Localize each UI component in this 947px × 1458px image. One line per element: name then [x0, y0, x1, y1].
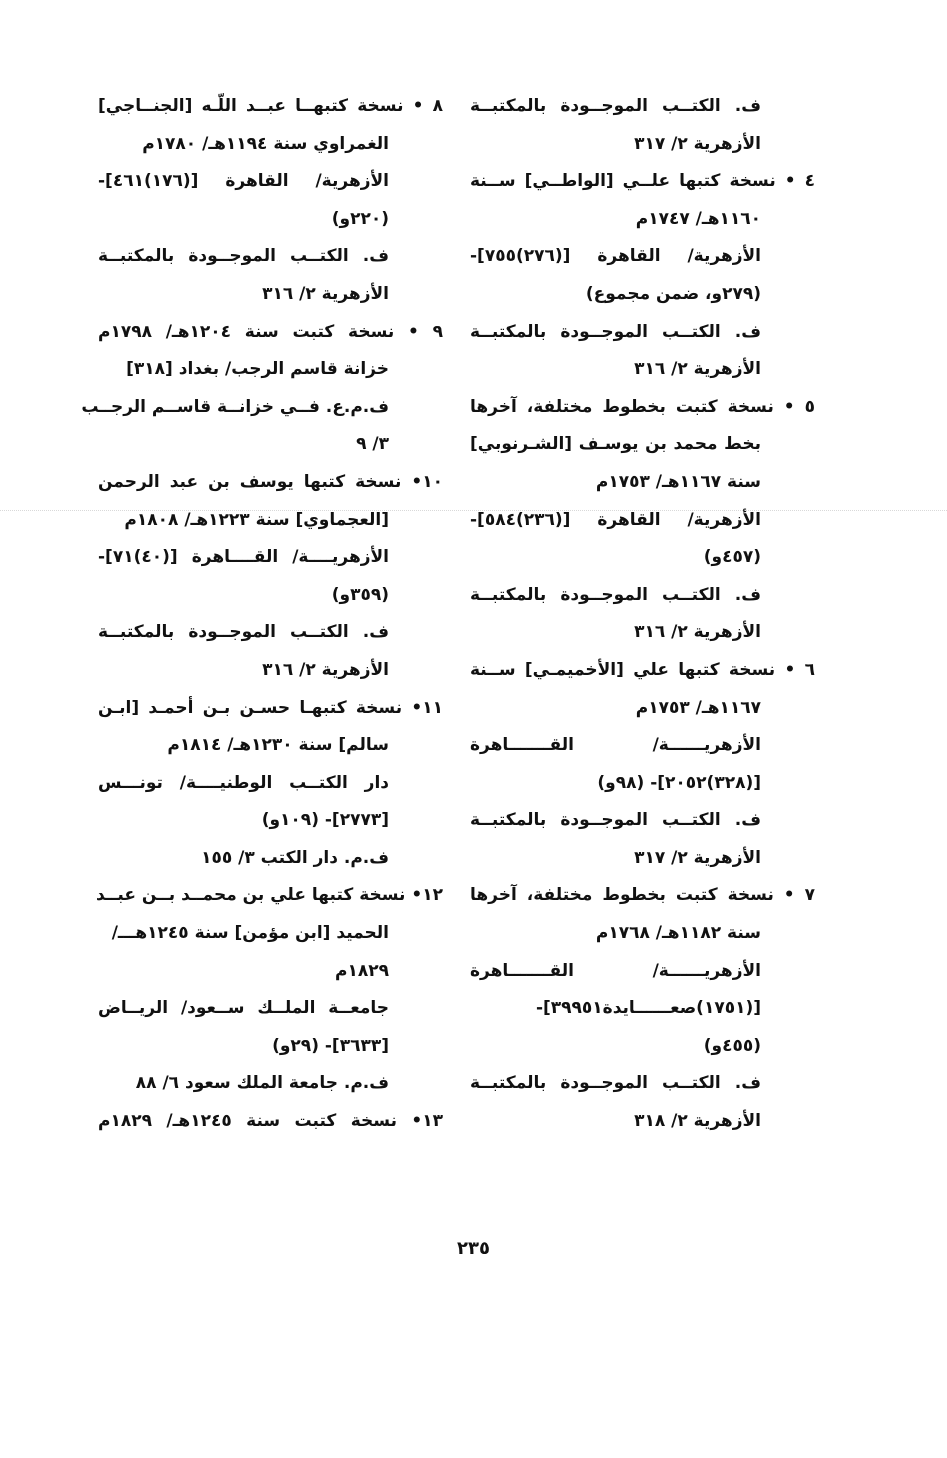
- entry-continuation-line: ف.م. جامعة الملك سعود ٦/ ٨٨: [135, 1073, 389, 1094]
- entry-continuation-line: الغمراوي سنة ١١٩٤هـ/ ١٧٨٠م: [142, 133, 389, 154]
- entry-continuation-line: الأزهرية/ القاهرة [(١٧٦)٤٦١]-: [98, 171, 389, 192]
- entry-continuation-line: ف. الكتــب الموجــودة بالمكتبــة: [470, 96, 761, 116]
- entry-continuation-line: [(١٧٥١)صعــــــايدة٣٩٩٥١]-: [535, 998, 761, 1019]
- entry-continuation-line: الأزهرية ٢/ ٣١٧: [634, 133, 761, 154]
- entry-continuation-line: ف. الكتــب الموجــودة بالمكتبــة: [470, 810, 761, 831]
- entry-continuation-line: الأزهريــــة/ القــــاهرة [(٤٠)٧١]-: [98, 547, 389, 568]
- entry-first-line: ١٢• نسخة كتبها علي بن محمــد بــن عبــد: [95, 885, 443, 906]
- entry-continuation-line: الأزهرية ٢/ ٣١٨: [634, 1111, 761, 1132]
- entry-continuation-line: ف. الكتــب الموجــودة بالمكتبــة: [470, 321, 761, 342]
- entry-continuation-line: ف. الكتــب الموجــودة بالمكتبــة: [470, 1073, 761, 1094]
- entry-continuation-line: (٢٧٩و، ضمن مجموع): [585, 283, 761, 304]
- right-column: [470, 88, 815, 1141]
- entry-continuation-line: ف. الكتــب الموجــودة بالمكتبــة: [470, 584, 761, 605]
- entry-first-line: ٧ • نسخة كتبت بخطوط مختلفة، آخرها: [470, 885, 815, 906]
- entry-continuation-line: الأزهريــــــة/ القـــــــاهرة: [470, 735, 761, 756]
- entry-continuation-line: (٤٥٧و): [703, 547, 761, 568]
- entry-continuation-line: [(٣٢٨)٢٠٥٢]- (٩٨و): [597, 772, 761, 793]
- entry-continuation-line: خزانة قاسم الرجب/ بغداد [٣١٨]: [126, 359, 389, 380]
- entry-continuation-line: سنة ١١٦٧هـ/ ١٧٥٣م: [595, 471, 761, 492]
- entry-continuation-line: الحميد [ابن مؤمن] سنة ١٢٤٥هـــ/: [111, 923, 389, 944]
- entry-continuation-line: ١١٦٧هـ/ ١٧٥٣م: [635, 697, 761, 718]
- entry-continuation-line: ف. الكتــب الموجــودة بالمكتبــة: [98, 246, 389, 267]
- entry-continuation-line: بخط محمد بن يوسـف [الشـرنوبي]: [470, 434, 761, 455]
- entry-continuation-line: سنة ١١٨٢هـ/ ١٧٦٨م: [595, 923, 761, 944]
- entry-first-line: ٩ • نسخة كتبت سنة ١٢٠٤هـ/ ١٧٩٨م: [98, 321, 443, 342]
- entry-continuation-line: ١١٦٠هـ/ ١٧٤٧م: [635, 208, 761, 229]
- entry-continuation-line: الأزهرية/ القاهرة [(٢٣٦)٥٨٤]-: [470, 509, 761, 530]
- entry-continuation-line: جامعــة الملــك ســعود/ الريــاض: [98, 998, 389, 1019]
- entry-continuation-line: (٤٥٥و): [703, 1035, 761, 1056]
- entry-continuation-line: الأزهريــــــة/ القـــــــاهرة: [470, 960, 761, 981]
- entry-continuation-line: سالم] سنة ١٢٣٠هـ/ ١٨١٤م: [167, 735, 389, 756]
- entry-first-line: ١٣• نسخة كتبت سنة ١٢٤٥هـ/ ١٨٢٩م: [98, 1111, 443, 1132]
- entry-continuation-line: (٣٥٩و): [331, 584, 389, 605]
- entry-continuation-line: ف.م.ع. فــي خزانــة قاســم الرجــب: [81, 396, 389, 417]
- entry-continuation-line: (٢٢٠و): [331, 208, 389, 229]
- entry-continuation-line: ١٨٢٩م: [335, 960, 389, 981]
- entry-continuation-line: [العجماوي] سنة ١٢٢٣هـ/ ١٨٠٨م: [124, 509, 389, 530]
- entry-continuation-line: الأزهرية ٢/ ٣١٦: [262, 283, 389, 304]
- entry-first-line: ٥ • نسخة كتبت بخطوط مختلفة، آخرها: [470, 396, 815, 417]
- entry-first-line: ٦ • نسخة كتبها علي [الأخميمـي] ســنة: [470, 659, 815, 680]
- entry-continuation-line: ف. الكتــب الموجــودة بالمكتبــة: [98, 622, 389, 643]
- entry-continuation-line: ٣/ ٩: [356, 434, 389, 455]
- entry-continuation-line: الأزهرية/ القاهرة [(٢٧٦)٧٥٥]-: [470, 246, 761, 267]
- entry-continuation-line: الأزهرية ٢/ ٣١٧: [634, 847, 761, 868]
- entry-first-line: ٨ • نسخة كتبهــا عبــد اللّـه [الجنــاجي]: [98, 96, 443, 116]
- entry-continuation-line: ف.م. دار الكتب ٣/ ١٥٥: [201, 847, 389, 868]
- entry-continuation-line: الأزهرية ٢/ ٣١٦: [262, 659, 389, 680]
- entry-continuation-line: [٣٦٣٣]- (٢٩و): [272, 1035, 389, 1056]
- entry-first-line: ١١• نسخة كتبهـا حسـن بـن أحمـد [ابـن: [98, 697, 443, 718]
- entry-continuation-line: [٢٧٧٣]- (١٠٩و): [261, 810, 389, 831]
- left-column: [81, 88, 443, 1141]
- entry-first-line: ٤ • نسخة كتبها علــي [الواطــي] ســنة: [470, 171, 815, 192]
- page-number: ٢٣٥: [457, 1238, 490, 1259]
- entry-continuation-line: الأزهرية ٢/ ٣١٦: [634, 622, 761, 643]
- entry-first-line: ١٠• نسخة كتبها يوسف بن عبد الرحمن: [98, 471, 443, 492]
- entry-continuation-line: دار الكتــب الوطنيــــة/ تونـــس: [98, 772, 389, 793]
- entry-continuation-line: الأزهرية ٢/ ٣١٦: [634, 359, 761, 380]
